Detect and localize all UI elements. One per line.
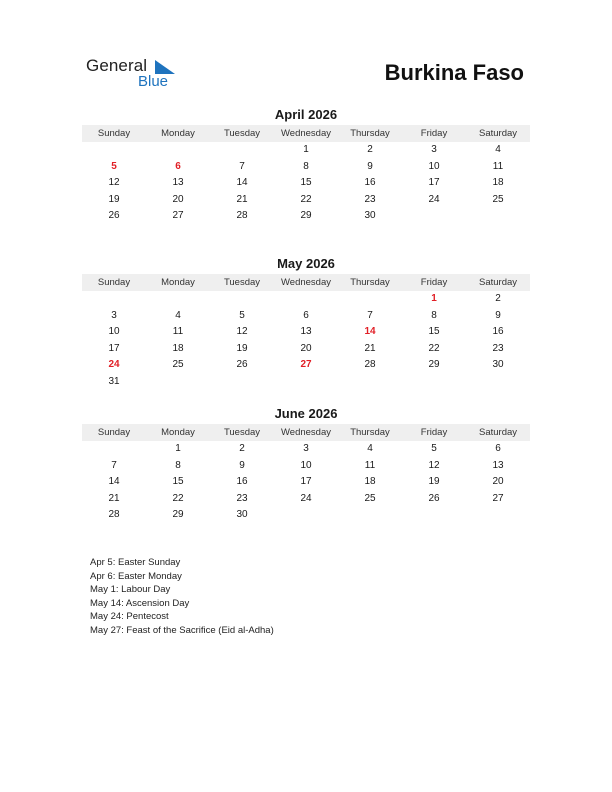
day-cell: 31 — [108, 375, 120, 387]
day-cell: 26 — [108, 210, 120, 222]
day-cell: 10 — [300, 459, 312, 471]
day-cell: 15 — [428, 326, 440, 338]
day-cell: 23 — [236, 492, 248, 504]
day-cell — [146, 291, 210, 308]
day-cell: 13 — [172, 177, 184, 189]
week-row — [82, 341, 530, 358]
day-cell: 12 — [236, 326, 248, 338]
holiday-list — [90, 556, 274, 638]
week-row — [82, 441, 530, 458]
day-cell: 30 — [364, 210, 376, 222]
week-row — [82, 142, 530, 159]
day-cell: 17 — [428, 177, 440, 189]
country-title: Burkina Faso — [384, 60, 524, 85]
day-cell: 17 — [108, 342, 120, 354]
day-cell: 21 — [108, 492, 120, 504]
week-row — [82, 192, 530, 209]
day-cell: 7 — [239, 160, 245, 172]
day-cell: 13 — [492, 459, 504, 471]
day-cell: 11 — [364, 459, 376, 471]
day-cell: 11 — [172, 326, 184, 338]
weekday-label: Wednesday — [281, 427, 331, 438]
day-cell: 13 — [300, 326, 312, 338]
day-cell: 22 — [428, 342, 440, 354]
day-cell — [210, 374, 274, 391]
day-cell — [82, 142, 146, 159]
day-cell: 27 — [172, 210, 184, 222]
week-row — [82, 458, 530, 475]
day-cell: 27 — [492, 492, 504, 504]
day-cell: 14 — [236, 177, 248, 189]
day-cell: 15 — [300, 177, 312, 189]
day-cell: 3 — [303, 443, 309, 454]
day-cell: 2 — [239, 443, 245, 454]
day-cell: 8 — [303, 160, 309, 172]
day-cell: 26 — [236, 359, 248, 371]
day-cell: 23 — [364, 193, 376, 205]
day-cell: 29 — [428, 359, 440, 371]
weekday-label: Sunday — [97, 427, 131, 438]
day-cell — [402, 507, 466, 524]
month-calendar-may — [82, 256, 530, 391]
day-cell: 25 — [492, 193, 504, 205]
day-cell: 18 — [364, 476, 376, 488]
holiday-list-item: May 27: Feast of the Sacrifice (Eid al-Adha) — [90, 624, 274, 636]
day-cell: 28 — [236, 210, 248, 222]
weekday-label: Tuesday — [223, 427, 261, 438]
day-cell: 9 — [239, 459, 245, 471]
day-cell: 1 — [303, 144, 309, 155]
weekday-label: Thursday — [350, 427, 390, 438]
holiday-list-item: Apr 5: Easter Sunday — [90, 557, 181, 568]
day-cell — [338, 507, 402, 524]
day-cell — [338, 291, 402, 308]
day-cell: 29 — [172, 509, 184, 521]
weekday-header-row — [82, 274, 530, 291]
weekday-label: Sunday — [97, 277, 131, 288]
day-cell — [466, 208, 530, 225]
day-cell: 12 — [108, 177, 120, 189]
day-cell: 6 — [303, 309, 309, 321]
day-cell: 25 — [172, 359, 184, 371]
day-cell: 21 — [236, 193, 248, 205]
weekday-label: Sunday — [97, 128, 131, 139]
weekday-label: Wednesday — [281, 128, 331, 139]
holiday-day-cell: 27 — [300, 359, 312, 371]
day-cell: 4 — [495, 144, 501, 155]
day-cell — [274, 507, 338, 524]
week-row — [82, 324, 530, 341]
day-cell — [146, 142, 210, 159]
day-cell: 4 — [367, 443, 373, 454]
weekday-label: Tuesday — [223, 277, 261, 288]
day-cell: 17 — [300, 476, 312, 488]
weekday-label: Friday — [420, 277, 448, 288]
month-calendar-april — [82, 107, 530, 225]
holiday-day-cell: 24 — [108, 359, 120, 371]
day-cell: 22 — [300, 193, 312, 205]
day-cell: 16 — [236, 476, 248, 488]
day-cell: 19 — [428, 476, 440, 488]
day-cell: 24 — [300, 492, 312, 504]
day-cell: 15 — [172, 476, 184, 488]
logo-triangle-icon — [155, 60, 175, 74]
day-cell — [82, 441, 146, 458]
day-cell: 9 — [495, 309, 501, 321]
weekday-label: Monday — [161, 427, 195, 438]
week-row — [82, 175, 530, 192]
week-row — [82, 474, 530, 491]
day-cell: 9 — [367, 160, 373, 172]
day-cell: 21 — [364, 342, 376, 354]
day-cell: 12 — [428, 459, 440, 471]
holiday-day-cell: 5 — [111, 160, 117, 172]
day-cell: 5 — [431, 443, 437, 454]
weekday-label: Thursday — [350, 277, 390, 288]
day-cell: 16 — [492, 326, 504, 338]
holiday-list-item: May 1: Labour Day — [90, 584, 171, 596]
day-cell: 2 — [495, 293, 501, 304]
holiday-day-cell: 6 — [175, 160, 181, 172]
day-cell: 25 — [364, 492, 376, 504]
day-cell: 19 — [108, 193, 120, 205]
month-title: April 2026 — [274, 107, 338, 122]
day-cell — [82, 291, 146, 308]
weekday-label: Tuesday — [223, 128, 261, 139]
day-cell: 19 — [236, 342, 248, 354]
day-cell: 7 — [111, 459, 117, 471]
day-cell: 2 — [367, 144, 373, 155]
day-cell: 22 — [172, 492, 184, 504]
holiday-day-cell: 14 — [364, 326, 376, 338]
holiday-list-item: May 14: Ascension Day — [90, 597, 190, 609]
day-cell: 14 — [108, 476, 120, 488]
day-cell — [274, 291, 338, 308]
week-row — [82, 357, 530, 374]
day-cell: 20 — [492, 476, 504, 488]
week-row — [82, 374, 530, 391]
weekday-label: Friday — [420, 427, 448, 438]
day-cell: 24 — [428, 193, 440, 205]
day-cell: 8 — [175, 459, 181, 471]
holiday-list-item: Apr 6: Easter Monday — [90, 570, 182, 582]
day-cell: 10 — [108, 326, 120, 338]
day-cell: 23 — [492, 342, 504, 354]
day-cell — [274, 374, 338, 391]
day-cell: 30 — [236, 509, 248, 521]
week-row — [82, 491, 530, 508]
month-title: June 2026 — [274, 406, 338, 421]
week-row — [82, 308, 530, 325]
logo — [86, 56, 186, 92]
week-row — [82, 291, 530, 308]
day-cell: 18 — [492, 177, 504, 189]
weekday-label: Friday — [420, 128, 448, 139]
day-cell — [466, 374, 530, 391]
weekday-header-row — [82, 424, 530, 441]
day-cell: 11 — [492, 160, 504, 172]
day-cell: 16 — [364, 177, 376, 189]
weekday-label: Monday — [161, 277, 195, 288]
month-calendar-june — [82, 406, 530, 524]
day-cell: 7 — [367, 309, 373, 321]
logo-general-text: General — [86, 56, 148, 75]
day-cell: 26 — [428, 492, 440, 504]
day-cell: 10 — [428, 160, 440, 172]
day-cell: 6 — [495, 443, 501, 454]
logo-blue-text: Blue — [138, 73, 169, 90]
day-cell — [146, 374, 210, 391]
day-cell: 20 — [300, 342, 312, 354]
weekday-header-row — [82, 125, 530, 142]
week-row — [82, 208, 530, 225]
day-cell — [210, 291, 274, 308]
week-row — [82, 159, 530, 176]
day-cell: 28 — [364, 359, 376, 371]
weekday-label: Saturday — [478, 277, 518, 288]
day-cell: 18 — [172, 342, 184, 354]
day-cell: 5 — [239, 309, 245, 321]
week-row — [82, 507, 530, 524]
weekday-label: Thursday — [350, 128, 390, 139]
day-cell: 30 — [492, 359, 504, 371]
day-cell: 3 — [431, 144, 437, 155]
weekday-label: Saturday — [478, 427, 518, 438]
holiday-list-item: May 24: Pentecost — [90, 611, 169, 623]
day-cell — [402, 374, 466, 391]
day-cell — [210, 142, 274, 159]
weekday-label: Monday — [161, 128, 195, 139]
holiday-day-cell: 1 — [431, 293, 437, 304]
day-cell: 1 — [175, 443, 181, 454]
day-cell — [466, 507, 530, 524]
day-cell — [402, 208, 466, 225]
day-cell: 4 — [175, 309, 181, 321]
weekday-label: Saturday — [478, 128, 518, 139]
day-cell: 29 — [300, 210, 312, 222]
month-title: May 2026 — [277, 256, 335, 271]
day-cell: 8 — [431, 309, 437, 321]
weekday-label: Wednesday — [281, 277, 331, 288]
day-cell: 28 — [108, 509, 120, 521]
day-cell: 20 — [172, 193, 184, 205]
day-cell — [338, 374, 402, 391]
day-cell: 3 — [111, 309, 117, 321]
